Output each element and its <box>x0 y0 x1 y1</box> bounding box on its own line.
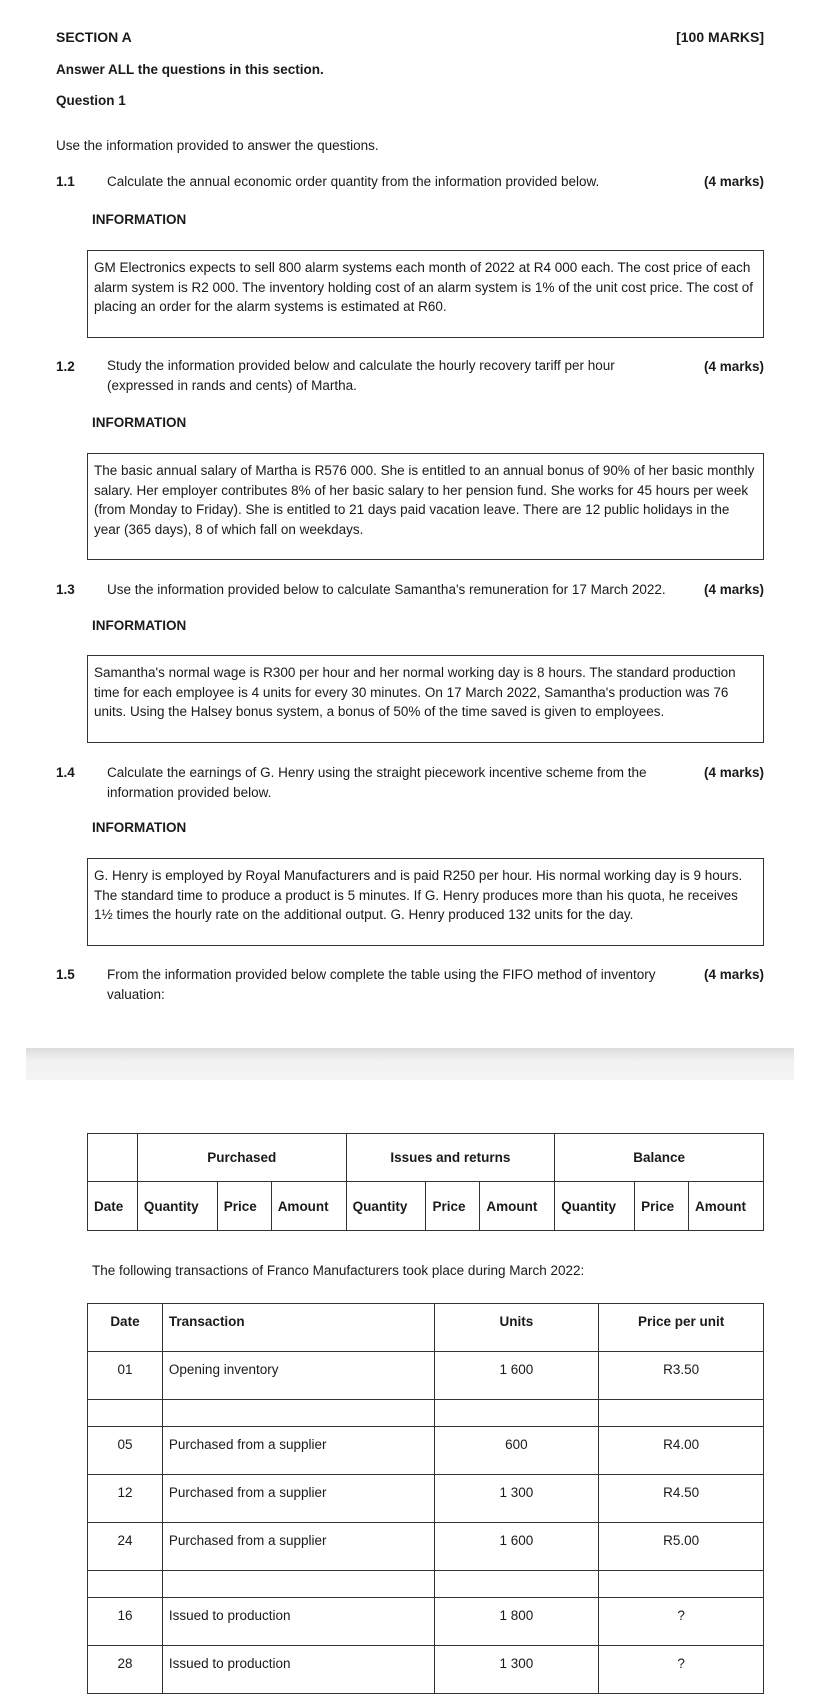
transaction-date: 16 <box>88 1598 163 1646</box>
transaction-price: R4.50 <box>599 1475 764 1523</box>
inventory-column-header: Amount <box>271 1182 346 1231</box>
question-heading: Question 1 <box>56 93 126 108</box>
q1-1-text: Calculate the annual economic order quantity from the information provided below. <box>107 174 600 189</box>
transaction-date: 24 <box>88 1523 163 1571</box>
transaction-units <box>434 1400 599 1427</box>
page-break-shadow <box>26 1048 794 1080</box>
transaction-description: Issued to production <box>162 1598 434 1646</box>
transaction-units: 1 800 <box>434 1598 599 1646</box>
transaction-price <box>599 1571 764 1598</box>
q1-1-info-label: INFORMATION <box>92 212 187 227</box>
table-row <box>88 1352 764 1400</box>
q1-3-marks: (4 marks) <box>703 582 764 597</box>
table-row <box>88 1646 764 1694</box>
table-row <box>88 1427 764 1475</box>
transaction-date: 12 <box>88 1475 163 1523</box>
q1-1-number: 1.1 <box>56 174 75 189</box>
q1-1-marks: (4 marks) <box>703 174 764 189</box>
inventory-group-header: Balance <box>555 1134 764 1182</box>
table-row <box>88 1475 764 1523</box>
transaction-description: Purchased from a supplier <box>162 1427 434 1475</box>
q1-5-number: 1.5 <box>56 967 75 982</box>
inventory-group-header: Purchased <box>137 1134 346 1182</box>
table-row-empty <box>88 1571 764 1598</box>
inventory-column-header: Quantity <box>137 1182 217 1231</box>
q1-2-text: Study the information provided below and calculate the hourly recovery tariff per hour (expressed in rands and cents) of Martha. <box>107 358 615 393</box>
table-row-empty <box>88 1400 764 1427</box>
transactions-header: Date <box>88 1304 163 1352</box>
transaction-price: ? <box>599 1598 764 1646</box>
table-row <box>88 1523 764 1571</box>
inventory-column-header: Price <box>635 1182 689 1231</box>
transaction-description: Purchased from a supplier <box>162 1523 434 1571</box>
transaction-date: 05 <box>88 1427 163 1475</box>
inventory-column-header: Date <box>88 1182 138 1231</box>
q1-2-info-label: INFORMATION <box>92 415 187 430</box>
q1-4-number: 1.4 <box>56 765 75 780</box>
q1-2-info-box: The basic annual salary of Martha is R576 000. She is entitled to an annual bonus of 90% of her basic monthly salary. Her employer contributes 8% of her basic salary to her pension fund. She works for 45 hours per week (from Monday to Friday). She is entitled to 21 days paid vacation leave. There are 12 public holidays in the year (365 days), 8 of which fall on weekdays. <box>87 453 764 560</box>
transaction-description <box>162 1571 434 1598</box>
transaction-price: R5.00 <box>599 1523 764 1571</box>
transaction-price: R3.50 <box>599 1352 764 1400</box>
transaction-description: Issued to production <box>162 1646 434 1694</box>
transaction-date: 28 <box>88 1646 163 1694</box>
q1-3-number: 1.3 <box>56 582 75 597</box>
transaction-units: 1 300 <box>434 1475 599 1523</box>
transaction-date: 01 <box>88 1352 163 1400</box>
transaction-description: Opening inventory <box>162 1352 434 1400</box>
transaction-description <box>162 1400 434 1427</box>
inventory-column-header: Price <box>426 1182 480 1231</box>
transactions-header: Units <box>434 1304 599 1352</box>
inventory-column-row <box>88 1182 764 1231</box>
q1-4-info-label: INFORMATION <box>92 820 187 835</box>
q1-4-marks: (4 marks) <box>703 765 764 780</box>
exam-page-2 <box>26 1080 794 1700</box>
transactions-header: Transaction <box>162 1304 434 1352</box>
transaction-date <box>88 1400 163 1427</box>
transaction-units: 1 600 <box>434 1523 599 1571</box>
q1-1-info-box: GM Electronics expects to sell 800 alarm systems each month of 2022 at R4 000 each. The cost price of each alarm system is R2 000. The inventory holding cost of an alarm system is 1% of the unit cost price. The cost of placing an order for the alarm systems is estimated at R60. <box>87 250 764 338</box>
transactions-header: Price per unit <box>599 1304 764 1352</box>
section-instruction: Answer ALL the questions in this section. <box>56 62 324 77</box>
transactions-intro: The following transactions of Franco Manufacturers took place during March 2022: <box>92 1263 585 1278</box>
q1-4-info-box: G. Henry is employed by Royal Manufacturers and is paid R250 per hour. His normal working day is 9 hours. The standard time to produce a product is 5 minutes. If G. Henry produces more than his quota, he receives 1½ times the hourly rate on the additional output. G. Henry produced 132 units for the day. <box>87 858 764 946</box>
inventory-column-header: Quantity <box>555 1182 635 1231</box>
inventory-column-header: Quantity <box>346 1182 426 1231</box>
exam-page-1 <box>26 0 794 1048</box>
section-marks: [100 MARKS] <box>676 29 764 45</box>
q1-3-text: Use the information provided below to calculate Samantha's remuneration for 17 March 2022. <box>107 582 666 597</box>
transaction-price: R4.00 <box>599 1427 764 1475</box>
inventory-corner-cell <box>88 1134 138 1182</box>
transaction-units: 1 300 <box>434 1646 599 1694</box>
transaction-date <box>88 1571 163 1598</box>
fifo-inventory-table <box>87 1133 764 1231</box>
q1-4-text: Calculate the earnings of G. Henry using the straight piecework incentive scheme from the information provided below. <box>107 765 647 800</box>
transaction-description: Purchased from a supplier <box>162 1475 434 1523</box>
transaction-units <box>434 1571 599 1598</box>
q1-3-info-label: INFORMATION <box>92 618 187 633</box>
inventory-group-header: Issues and returns <box>346 1134 555 1182</box>
inventory-column-header: Amount <box>480 1182 555 1231</box>
transaction-units: 1 600 <box>434 1352 599 1400</box>
inventory-column-header: Price <box>217 1182 271 1231</box>
transactions-table <box>87 1303 764 1694</box>
transaction-units: 600 <box>434 1427 599 1475</box>
table-row <box>88 1598 764 1646</box>
q1-5-text: From the information provided below complete the table using the FIFO method of inventory valuation: <box>107 967 656 1002</box>
inventory-column-header: Amount <box>689 1182 764 1231</box>
question-intro: Use the information provided to answer the questions. <box>56 138 379 153</box>
section-title: SECTION A <box>56 29 132 45</box>
transaction-price: ? <box>599 1646 764 1694</box>
transaction-price <box>599 1400 764 1427</box>
inventory-group-row <box>88 1134 764 1182</box>
transactions-header-row <box>88 1304 764 1352</box>
q1-3-info-box: Samantha's normal wage is R300 per hour and her normal working day is 8 hours. The standard production time for each employee is 4 units for every 30 minutes. On 17 March 2022, Samantha's production was 76 units. Using the Halsey bonus system, a bonus of 50% of the time saved is given to employees. <box>87 655 764 743</box>
q1-2-marks: (4 marks) <box>703 359 764 374</box>
q1-5-marks: (4 marks) <box>703 967 764 982</box>
q1-2-number: 1.2 <box>56 359 75 374</box>
